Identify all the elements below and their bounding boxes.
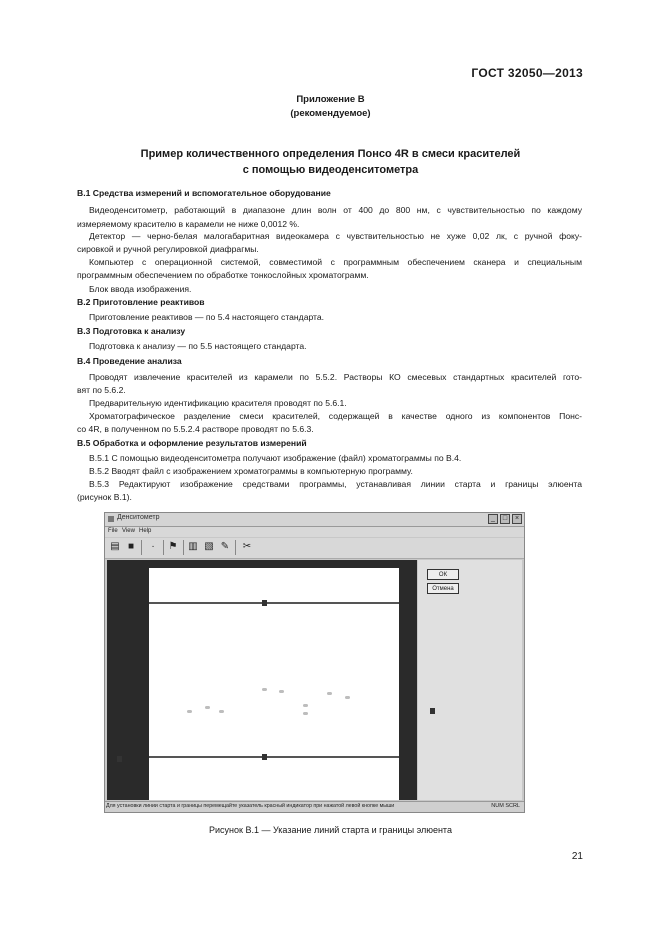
scan-icon[interactable]: ▥ xyxy=(188,541,198,552)
b4-para2: Предварительную идентификацию красителя проводят по 5.6.1. xyxy=(89,398,347,408)
dye-spot xyxy=(187,710,192,713)
b1-para2-line2: сировкой и ручной регулировкой диафрагмы. xyxy=(77,244,259,254)
dye-spot xyxy=(303,704,308,707)
section-b1-heading: В.1 Средства измерений и вспомогательное оборудование xyxy=(77,188,331,198)
appendix-subtitle: (рекомендуемое) xyxy=(290,108,371,119)
menu-help[interactable]: Help xyxy=(139,528,152,534)
document-title xyxy=(0,146,661,178)
b1-para1-line2: измеряемому красителю в карамели не ниже 0,0012 %. xyxy=(77,219,300,229)
left-edge-marker xyxy=(117,756,122,762)
eluent-front-line[interactable] xyxy=(149,602,399,604)
b4-para3-line1: Хроматографическое разделение смеси красителей, содержащей в качестве одного из компонентов Понс- xyxy=(89,411,582,421)
status-indicators: NUM SCRL xyxy=(491,803,520,809)
window-title: Денситометр xyxy=(117,514,160,521)
print-icon[interactable]: ▧ xyxy=(204,541,214,552)
chromatogram-canvas[interactable] xyxy=(107,560,417,800)
open-icon[interactable]: ▤ xyxy=(110,541,120,552)
b1-para3-line2: программным обеспечением по обработке тонкослойных хроматограмм. xyxy=(77,270,369,280)
app-icon xyxy=(108,516,114,522)
dye-spot xyxy=(327,692,332,695)
toolbar-separator xyxy=(235,540,236,555)
dye-spot xyxy=(303,712,308,715)
status-text: Для установки линии старта и границы перемещайте указатель красный индикатор при нажатой левой кнопке мыши xyxy=(106,803,395,809)
dye-spot xyxy=(279,690,284,693)
cancel-button[interactable]: Отмена xyxy=(427,583,459,594)
b5-para3-line1: В.5.3 Редактируют изображение средствами программы, устанавливая линии старта и границы элюента xyxy=(89,479,582,489)
b4-para1-line1: Проводят извлечение красителей из карамели по 5.5.2. Растворы КО смесевых стандартных красителей гото- xyxy=(89,372,582,382)
standard-number: ГОСТ 32050—2013 xyxy=(471,66,583,80)
b4-para1-line2: вят по 5.6.2. xyxy=(77,385,126,395)
cut-icon[interactable]: ✂ xyxy=(242,541,252,552)
front-marker[interactable] xyxy=(262,600,267,606)
b1-para2-line1: Детектор — черно-белая малогабаритная видеокамера с чувствительностью не хуже 0,02 лк, с ручной фоку- xyxy=(89,231,582,241)
section-b4-heading: В.4 Проведение анализа xyxy=(77,356,182,366)
window-titlebar xyxy=(105,513,524,527)
page-number: 21 xyxy=(571,851,583,862)
section-b5-heading: В.5 Обработка и оформление результатов измерений xyxy=(77,438,307,448)
right-panel xyxy=(418,560,522,800)
close-icon[interactable]: × xyxy=(512,514,522,524)
edit-icon[interactable]: ✎ xyxy=(220,541,230,552)
b2-para1: Приготовление реактивов — по 5.4 настоящего стандарта. xyxy=(89,312,325,322)
document-title-line1: Пример количественного определения Понсо 4R в смеси красителей xyxy=(140,148,521,160)
b1-para4: Блок ввода изображения. xyxy=(89,284,192,294)
dye-spot xyxy=(262,688,267,691)
appendix-title: Приложение В xyxy=(296,94,365,105)
menubar xyxy=(105,527,524,537)
b3-para1: Подготовка к анализу — по 5.5 настоящего стандарта. xyxy=(89,341,307,351)
menu-file[interactable]: File xyxy=(108,528,118,534)
toolbar xyxy=(105,538,524,559)
dye-spot xyxy=(219,710,224,713)
toolbar-separator xyxy=(183,540,184,555)
b1-para1-line1: Видеоденситометр, работающий в диапазоне длин волн от 400 до 800 нм, с чувствительностью по каждому xyxy=(89,205,582,215)
b5-para2: В.5.2 Вводят файл с изображением хроматограммы в компьютерную программу. xyxy=(89,466,413,476)
ok-button[interactable]: ОК xyxy=(427,569,459,580)
dye-spot xyxy=(345,696,350,699)
help-pointer-icon[interactable]: ⚑ xyxy=(168,541,178,552)
statusbar xyxy=(105,801,524,812)
toolbar-separator xyxy=(163,540,164,555)
menu-view[interactable]: View xyxy=(122,528,135,534)
b5-para1: В.5.1 С помощью видеоденситометра получают изображение (файл) хроматограммы по В.4. xyxy=(89,453,462,463)
section-b2-heading: В.2 Приготовление реактивов xyxy=(77,297,205,307)
maximize-icon[interactable]: □ xyxy=(500,514,510,524)
right-edge-marker xyxy=(430,708,435,714)
start-line[interactable] xyxy=(149,756,399,758)
b4-para3-line2: со 4R, в полученном по 5.5.2.4 растворе проводят по 5.6.3. xyxy=(77,424,314,434)
minimize-icon[interactable]: _ xyxy=(488,514,498,524)
figure-app-window xyxy=(104,512,525,813)
figure-caption: Рисунок В.1 — Указание линий старта и границы элюента xyxy=(209,825,452,835)
section-b3-heading: В.3 Подготовка к анализу xyxy=(77,326,186,336)
b1-para3-line1: Компьютер с операционной системой, совместимой с программным обеспечением сканера и специальным xyxy=(89,257,582,267)
dot-icon[interactable]: · xyxy=(151,541,155,552)
start-marker[interactable] xyxy=(262,754,267,760)
dye-spot xyxy=(205,706,210,709)
toolbar-separator xyxy=(141,540,142,555)
save-icon[interactable]: ■ xyxy=(127,541,135,552)
b5-para3-line2: (рисунок В.1). xyxy=(77,492,132,502)
document-title-line2: с помощью видеоденситометра xyxy=(242,164,419,176)
